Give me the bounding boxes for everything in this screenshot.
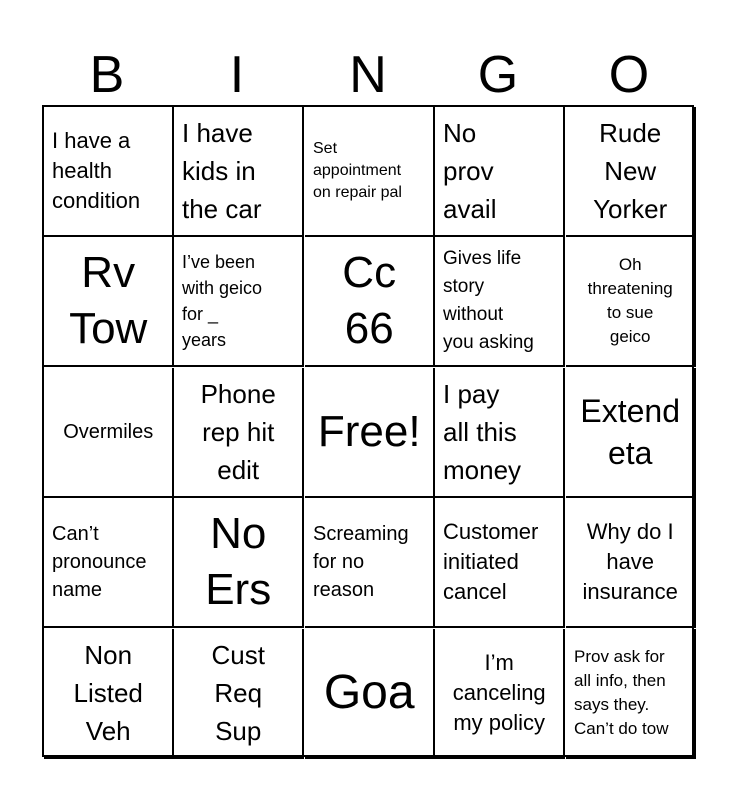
cell-text: Cc 66 bbox=[342, 248, 397, 354]
bingo-card bbox=[42, 105, 694, 757]
free-space-text: Free! bbox=[317, 407, 421, 457]
cell-text: Why do I have insurance bbox=[582, 519, 678, 605]
bingo-cell[interactable] bbox=[435, 237, 565, 367]
cell-text: Overmiles bbox=[63, 421, 154, 444]
bingo-cell[interactable] bbox=[566, 629, 696, 759]
cell-text: Oh threatening to sue geico bbox=[587, 255, 673, 347]
bingo-cell[interactable] bbox=[305, 629, 435, 759]
bingo-cell[interactable] bbox=[435, 629, 565, 759]
header-letter-i: I bbox=[229, 46, 245, 104]
cell-text: I have kids in the car bbox=[182, 118, 262, 225]
cell-text: I pay all this money bbox=[443, 379, 522, 486]
bingo-cell[interactable] bbox=[566, 498, 696, 628]
header-letter-b: B bbox=[89, 46, 125, 104]
bingo-cell[interactable] bbox=[566, 107, 696, 237]
cell-text: Gives life story without you asking bbox=[443, 248, 534, 354]
cell-text: I’ve been with geico for _ years bbox=[182, 252, 263, 351]
bingo-cell[interactable] bbox=[435, 368, 565, 498]
free-space[interactable] bbox=[305, 368, 435, 498]
bingo-cell[interactable] bbox=[566, 368, 696, 498]
cell-text: No Ers bbox=[205, 509, 272, 615]
bingo-cell[interactable] bbox=[566, 237, 696, 367]
cell-text: Non Listed Veh bbox=[73, 640, 143, 747]
cell-text: Can’t pronounce name bbox=[52, 523, 147, 602]
header-letter-o: O bbox=[608, 46, 650, 104]
cell-text: Cust Req Sup bbox=[211, 640, 265, 747]
cell-text: Set appointment on repair pal bbox=[313, 140, 402, 202]
bingo-header bbox=[42, 44, 694, 106]
bingo-cell[interactable] bbox=[174, 237, 304, 367]
cell-text: Phone rep hit edit bbox=[200, 379, 276, 486]
bingo-cell[interactable] bbox=[305, 237, 435, 367]
cell-text: Customer initiated cancel bbox=[443, 519, 539, 605]
header-letter-n: N bbox=[349, 46, 387, 104]
bingo-cell[interactable] bbox=[305, 107, 435, 237]
cell-text: Goa bbox=[323, 666, 415, 720]
cell-text: Screaming for no reason bbox=[313, 523, 409, 602]
cell-text: I have a health condition bbox=[52, 128, 141, 214]
bingo-cell[interactable] bbox=[44, 498, 174, 628]
bingo-cell[interactable] bbox=[174, 629, 304, 759]
bingo-cell[interactable] bbox=[435, 107, 565, 237]
cell-text: I’m canceling my policy bbox=[452, 650, 546, 736]
cell-text: Prov ask for all info, then says they. Can’t do tow bbox=[574, 647, 669, 739]
header-letter-g: G bbox=[477, 46, 519, 104]
cell-text: Rude New Yorker bbox=[593, 118, 668, 225]
bingo-cell[interactable] bbox=[44, 107, 174, 237]
bingo-cell[interactable] bbox=[435, 498, 565, 628]
bingo-cell[interactable] bbox=[44, 629, 174, 759]
bingo-cell[interactable] bbox=[174, 498, 304, 628]
bingo-cell[interactable] bbox=[44, 368, 174, 498]
cell-text: No prov avail bbox=[443, 118, 497, 225]
bingo-cell[interactable] bbox=[174, 107, 304, 237]
bingo-cell[interactable] bbox=[174, 368, 304, 498]
bingo-cell[interactable] bbox=[44, 237, 174, 367]
cell-text: Extend eta bbox=[580, 393, 680, 472]
bingo-cell[interactable] bbox=[305, 498, 435, 628]
cell-text: Rv Tow bbox=[69, 248, 148, 354]
